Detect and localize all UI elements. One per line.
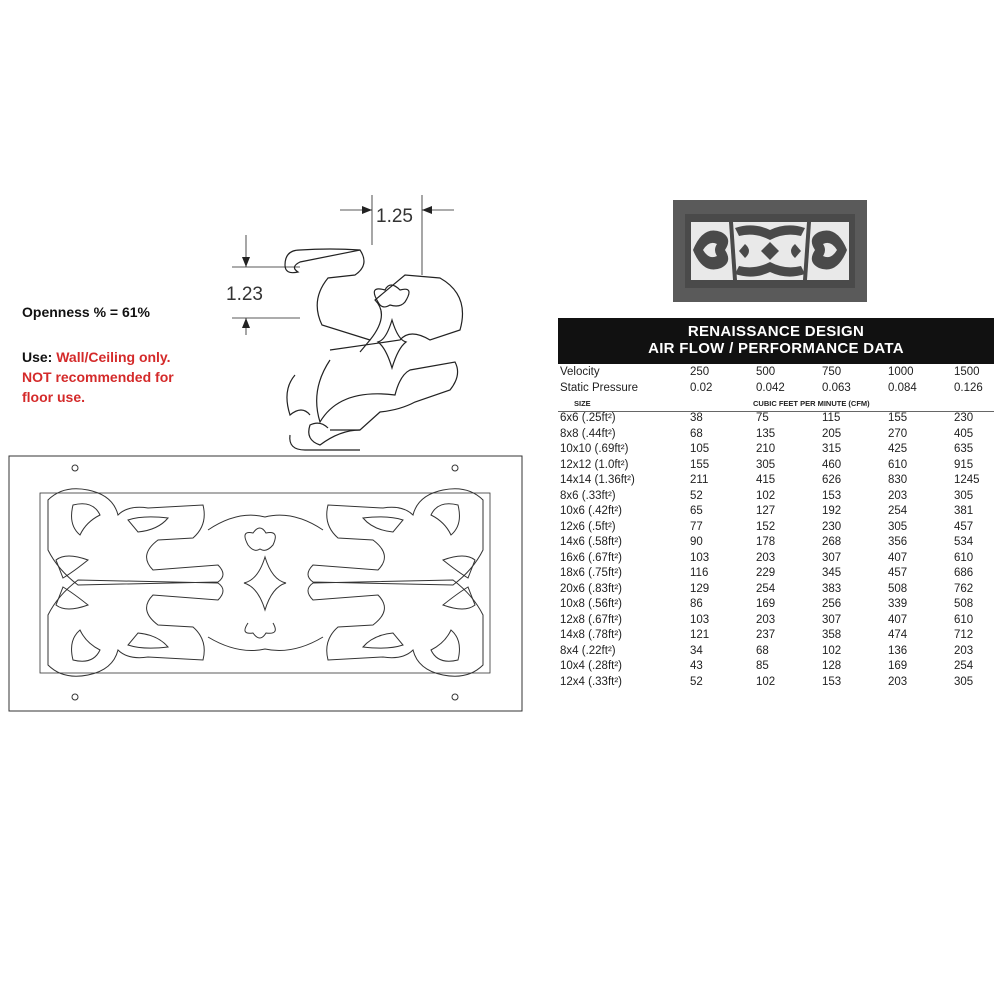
table-cell: 68 [756, 644, 769, 657]
table-cell: 116 [690, 567, 709, 579]
table-cell: 90 [690, 536, 703, 548]
table-cell: 425 [888, 443, 908, 455]
table-cell: 52 [690, 675, 703, 688]
table-cell: 77 [690, 520, 703, 533]
size-cell: 14x6 (.58ft²) [560, 536, 622, 548]
table-cell: 610 [954, 613, 974, 626]
grille-product-photo [673, 200, 867, 302]
table-cell: 830 [888, 474, 908, 486]
table-cell: 712 [954, 629, 974, 641]
table-cell: 155 [888, 412, 908, 424]
table-cell: 508 [954, 598, 974, 610]
table-cell: 102 [756, 489, 776, 502]
velocity-row [558, 366, 994, 382]
cfm-column-header: CUBIC FEET PER MINUTE (CFM) [753, 399, 870, 408]
table-cell: 52 [690, 489, 703, 502]
table-row [558, 676, 994, 692]
table-cell: 474 [888, 629, 908, 641]
table-cell: 339 [888, 598, 908, 610]
table-cell: 307 [822, 551, 842, 564]
table-cell: 178 [756, 536, 776, 548]
table-cell: 508 [888, 582, 908, 595]
table-cell: 230 [822, 520, 842, 533]
table-row [558, 614, 994, 630]
table-cell: 500 [756, 366, 776, 378]
size-cell: 14x8 (.78ft²) [560, 629, 622, 641]
table-cell: 457 [954, 520, 974, 533]
table-cell: 0.02 [690, 381, 713, 394]
table-cell: 0.042 [756, 381, 785, 394]
table-cell: 1245 [954, 474, 980, 486]
table-cell: 203 [954, 644, 974, 657]
table-body [558, 412, 994, 691]
table-cell: 102 [822, 644, 842, 657]
table-cell: 43 [690, 660, 703, 672]
table-cell: 0.126 [954, 381, 983, 394]
table-cell: 315 [822, 443, 842, 455]
table-cell: 210 [756, 443, 776, 455]
table-cell: 254 [888, 505, 908, 517]
table-cell: 307 [822, 613, 842, 626]
size-cell: 10x10 (.69ft²) [560, 443, 629, 455]
usage-note-line1: Wall/Ceiling only. [56, 349, 171, 365]
width-dimension-label: 1.25 [376, 206, 413, 227]
table-cell: 762 [954, 582, 974, 595]
size-cell: 10x8 (.56ft²) [560, 598, 622, 610]
table-row [558, 428, 994, 444]
size-cell: 20x6 (.83ft²) [560, 582, 622, 595]
table-cell: 305 [954, 675, 974, 688]
table-cell: 75 [756, 412, 769, 424]
table-cell: 121 [690, 629, 710, 641]
usage-note-line2: NOT recommended for [22, 369, 174, 385]
usage-note-line3: floor use. [22, 389, 86, 405]
usage-note [22, 347, 232, 407]
pattern-detail-drawing [210, 190, 470, 455]
table-cell: 407 [888, 551, 908, 564]
size-cell: 12x8 (.67ft²) [560, 613, 622, 626]
table-cell: 345 [822, 567, 842, 579]
table-row [558, 567, 994, 583]
size-cell: 8x6 (.33ft²) [560, 489, 616, 502]
size-cell: 12x12 (1.0ft²) [560, 458, 629, 471]
table-cell: 169 [888, 660, 908, 672]
table-cell: 103 [690, 551, 710, 564]
table-cell: 127 [756, 505, 776, 517]
table-cell: 268 [822, 536, 842, 548]
table-row [558, 412, 994, 428]
table-cell: 203 [756, 613, 776, 626]
table-row [558, 474, 994, 490]
table-cell: 356 [888, 536, 908, 548]
table-cell: 153 [822, 489, 842, 502]
grille-outline-drawing [8, 455, 523, 715]
size-cell: 12x6 (.5ft²) [560, 520, 616, 533]
table-cell: 534 [954, 536, 974, 548]
table-cell: 136 [888, 644, 908, 657]
table-cell: 915 [954, 458, 974, 471]
openness-label: Openness % = 61% [22, 304, 151, 320]
table-cell: 415 [756, 474, 776, 486]
size-cell: 16x6 (.67ft²) [560, 551, 622, 564]
table-cell: 237 [756, 629, 776, 641]
table-cell: 626 [822, 474, 842, 486]
table-cell: 254 [756, 582, 776, 595]
table-cell: 128 [822, 660, 842, 672]
table-cell: 230 [954, 412, 974, 424]
table-row [558, 459, 994, 475]
size-cell: 8x8 (.44ft²) [560, 427, 616, 440]
table-cell: 1000 [888, 366, 914, 378]
table-cell: 0.084 [888, 381, 917, 394]
table-cell: 115 [822, 412, 841, 424]
table-cell: 152 [756, 520, 776, 533]
table-cell: 250 [690, 366, 710, 378]
table-row [558, 505, 994, 521]
table-cell: 229 [756, 567, 776, 579]
table-title-band [558, 318, 994, 364]
column-subheader-row [558, 397, 994, 409]
table-row [558, 598, 994, 614]
table-cell: 203 [756, 551, 776, 564]
table-cell: 102 [756, 675, 776, 688]
table-cell: 383 [822, 582, 842, 595]
table-cell: 460 [822, 458, 842, 471]
table-cell: 34 [690, 644, 703, 657]
velocity-label: Velocity [560, 366, 600, 378]
table-cell: 105 [690, 443, 710, 455]
table-row [558, 660, 994, 676]
performance-table [558, 366, 994, 691]
table-cell: 205 [822, 427, 842, 440]
table-cell: 38 [690, 412, 703, 424]
table-cell: 169 [756, 598, 776, 610]
table-cell: 270 [888, 427, 908, 440]
static-pressure-label: Static Pressure [560, 381, 638, 394]
table-row [558, 521, 994, 537]
table-cell: 86 [690, 598, 703, 610]
size-cell: 10x6 (.42ft²) [560, 505, 622, 517]
table-cell: 305 [888, 520, 908, 533]
size-cell: 12x4 (.33ft²) [560, 675, 622, 688]
table-cell: 750 [822, 366, 842, 378]
table-cell: 65 [690, 505, 703, 517]
table-cell: 155 [690, 458, 710, 471]
size-cell: 8x4 (.22ft²) [560, 644, 616, 657]
table-cell: 686 [954, 567, 974, 579]
table-cell: 405 [954, 427, 974, 440]
table-row [558, 645, 994, 661]
table-cell: 256 [822, 598, 842, 610]
table-cell: 153 [822, 675, 842, 688]
table-row [558, 536, 994, 552]
table-cell: 381 [954, 505, 974, 517]
table-cell: 1500 [954, 366, 980, 378]
usage-note-label: Use: [22, 349, 57, 365]
table-cell: 407 [888, 613, 908, 626]
table-cell: 203 [888, 675, 908, 688]
table-cell: 135 [756, 427, 776, 440]
table-row [558, 552, 994, 568]
table-title: RENAISSANCE DESIGN [687, 323, 865, 340]
table-cell: 0.063 [822, 381, 851, 394]
table-cell: 305 [756, 458, 776, 471]
table-cell: 192 [822, 505, 842, 517]
table-cell: 103 [690, 613, 710, 626]
table-cell: 254 [954, 660, 974, 672]
size-cell: 6x6 (.25ft²) [560, 412, 616, 424]
table-cell: 211 [690, 474, 709, 486]
table-row [558, 583, 994, 599]
height-dimension-label: 1.23 [226, 284, 263, 305]
table-subtitle: AIR FLOW / PERFORMANCE DATA [648, 340, 904, 357]
size-column-header: SIZE [574, 399, 591, 408]
table-cell: 85 [756, 660, 769, 672]
table-row [558, 629, 994, 645]
size-cell: 18x6 (.75ft²) [560, 567, 622, 579]
table-cell: 203 [888, 489, 908, 502]
table-cell: 358 [822, 629, 842, 641]
size-cell: 14x14 (1.36ft²) [560, 474, 635, 486]
table-cell: 610 [888, 458, 908, 471]
table-cell: 305 [954, 489, 974, 502]
table-cell: 68 [690, 427, 703, 440]
table-row [558, 443, 994, 459]
table-cell: 129 [690, 582, 710, 595]
size-cell: 10x4 (.28ft²) [560, 660, 622, 672]
static-pressure-row [558, 382, 994, 398]
table-cell: 635 [954, 443, 974, 455]
table-cell: 610 [954, 551, 974, 564]
table-row [558, 490, 994, 506]
table-cell: 457 [888, 567, 908, 579]
